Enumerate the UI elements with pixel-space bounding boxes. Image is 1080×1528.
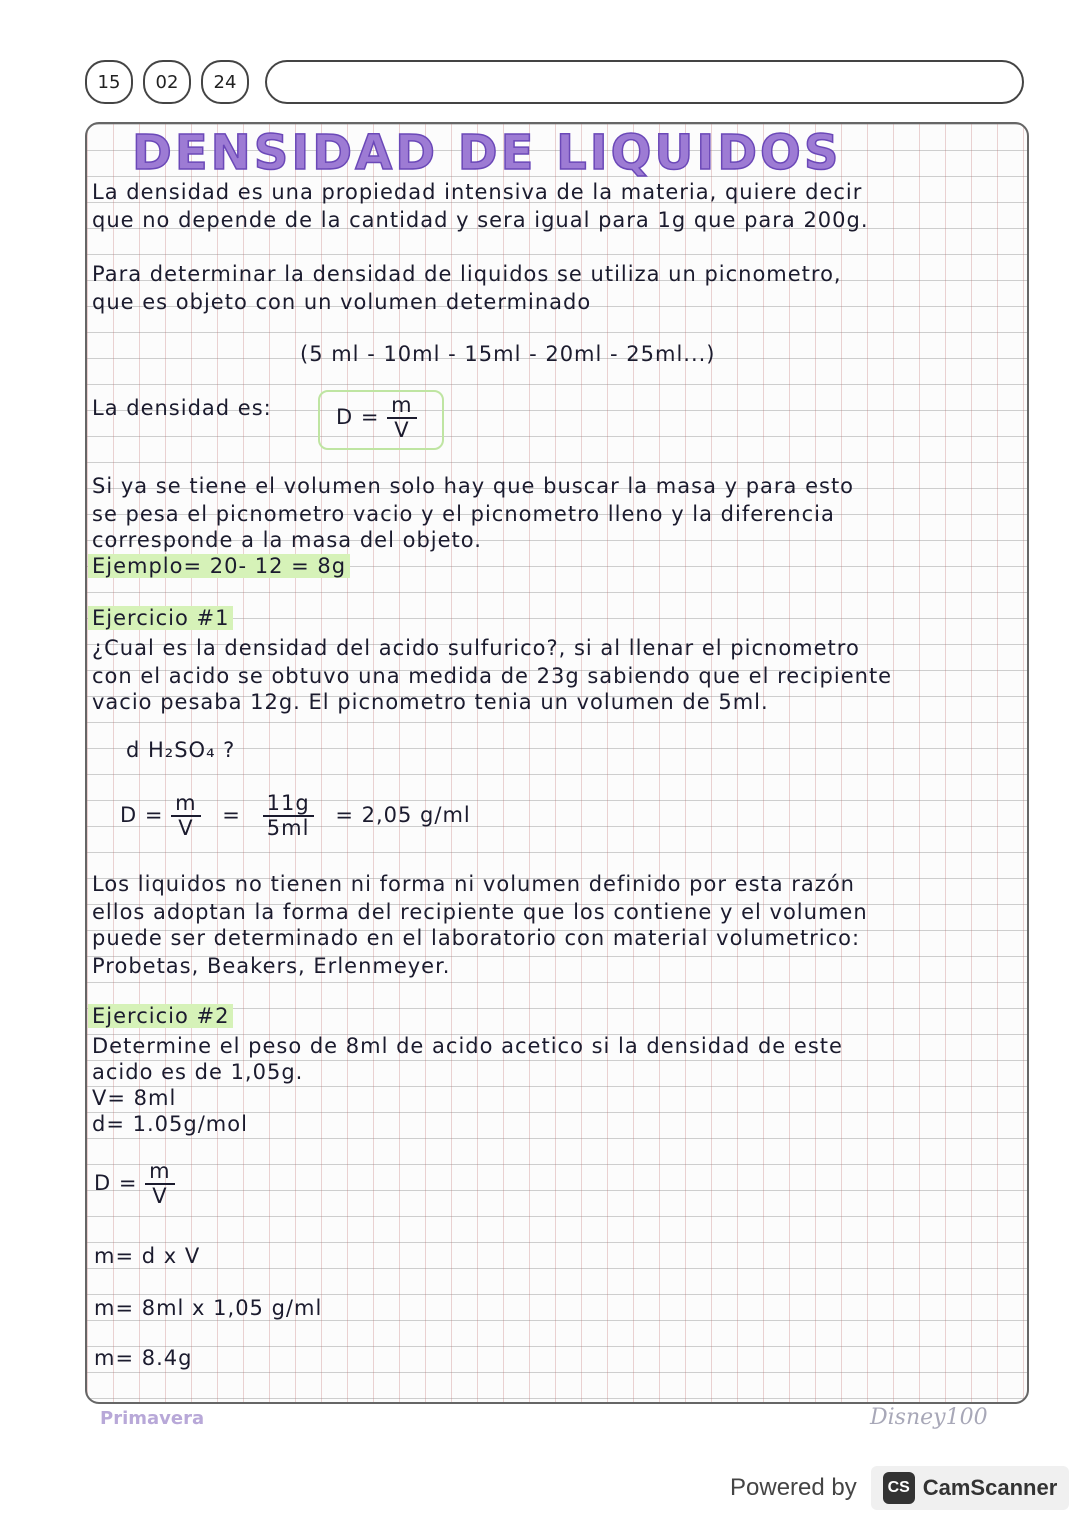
step-1: m= d x V (94, 1244, 201, 1268)
liquidos-line-2: ellos adoptan la forma del recipiente que los contiene y el volumen (92, 900, 868, 924)
masa-line-3: corresponde a la masa del objeto. (92, 528, 482, 552)
camscanner-badge (871, 1466, 1070, 1510)
ex1-values-numerator: 11g (263, 792, 314, 817)
example-text: Ejemplo= 20- 12 = 8g (88, 554, 350, 578)
disney-logo: Disney100 (870, 1405, 988, 1430)
camscanner-watermark (730, 1466, 1069, 1510)
exercise-1-line-2: con el acido se obtuvo una medida de 23g sabiendo que el recipiente (92, 664, 893, 688)
ex1-equals: = (222, 803, 241, 828)
given-density: d= 1.05g/mol (92, 1112, 248, 1136)
ex1-formula-denominator: V (178, 816, 194, 841)
exercise-2-line-2: acido es de 1,05g. (92, 1060, 304, 1084)
formula-denominator: V (394, 418, 410, 443)
intro-line-2: que no depende de la cantidad y sera igual para 1g que para 200g. (92, 208, 869, 232)
exercise-2-line-1: Determine el peso de 8ml de acido acetico si la densidad de este (92, 1034, 843, 1058)
step-3: m= 8.4g (94, 1346, 193, 1370)
liquidos-line-4: Probetas, Beakers, Erlenmeyer. (92, 954, 451, 978)
ex2-formula-fraction (145, 1160, 174, 1208)
example-line (88, 554, 350, 578)
exercise-1-line-3: vacio pesaba 12g. El picnometro tenia un volumen de 5ml. (92, 690, 769, 714)
exercise-1-formula (120, 792, 471, 840)
exercise-2-formula (94, 1160, 175, 1208)
primavera-brand: Primavera (100, 1408, 205, 1429)
grid-sheet (85, 122, 1029, 1404)
picnometro-line-2: que es objeto con un volumen determinado (92, 290, 592, 314)
exercise-1-unknown: d H₂SO₄ ? (126, 738, 236, 762)
ex2-formula-numerator: m (145, 1160, 174, 1185)
date-year: 24 (201, 60, 249, 104)
exercise-1-heading-text: Ejercicio #1 (88, 606, 233, 630)
intro-line-1: La densidad es una propiedad intensiva de la materia, quiere decir (92, 180, 863, 204)
ex1-values-denominator: 5ml (266, 816, 310, 841)
date-month: 02 (143, 60, 191, 104)
formula-lhs: D = (336, 405, 380, 430)
formula-numerator: m (387, 394, 416, 419)
formula-fraction (387, 394, 416, 442)
exercise-2-heading-text: Ejercicio #2 (88, 1004, 233, 1028)
given-volume: V= 8ml (92, 1086, 177, 1110)
masa-line-1: Si ya se tiene el volumen solo hay que buscar la masa y para esto (92, 474, 855, 498)
camscanner-icon: CS (883, 1472, 915, 1504)
camscanner-name: CamScanner (922, 1475, 1058, 1500)
masa-line-2: se pesa el picnometro vacio y el picnometro lleno y la diferencia (92, 502, 835, 526)
exercise-1-line-1: ¿Cual es la densidad del acido sulfurico?, si al llenar el picnometro (92, 636, 860, 660)
picnometro-line-1: Para determinar la densidad de liquidos se utiliza un picnometro, (92, 262, 842, 286)
powered-by-text: Powered by (730, 1474, 857, 1501)
exercise-1-heading (88, 606, 233, 630)
exercise-2-heading (88, 1004, 233, 1028)
liquidos-line-1: Los liquidos no tienen ni forma ni volumen definido por esta razón (92, 872, 855, 896)
ex1-formula-fraction (171, 792, 200, 840)
date-day: 15 (85, 60, 133, 104)
ex2-formula-lhs: D = (94, 1171, 138, 1196)
header-title-bar (265, 60, 1024, 104)
ex1-result: = 2,05 g/ml (335, 803, 471, 828)
step-2: m= 8ml x 1,05 g/ml (94, 1296, 323, 1320)
ex2-formula-denominator: V (152, 1184, 168, 1209)
formula-label: La densidad es: (92, 396, 272, 420)
page-title: DENSIDAD DE LIQUIDOS (132, 125, 842, 181)
ex1-values-fraction (263, 792, 314, 840)
volume-list: (5 ml - 10ml - 15ml - 20ml - 25ml...) (300, 342, 716, 366)
ex1-formula-lhs: D = (120, 803, 164, 828)
ex1-formula-numerator: m (171, 792, 200, 817)
liquidos-line-3: puede ser determinado en el laboratorio con material volumetrico: (92, 926, 861, 950)
density-formula (336, 394, 417, 442)
